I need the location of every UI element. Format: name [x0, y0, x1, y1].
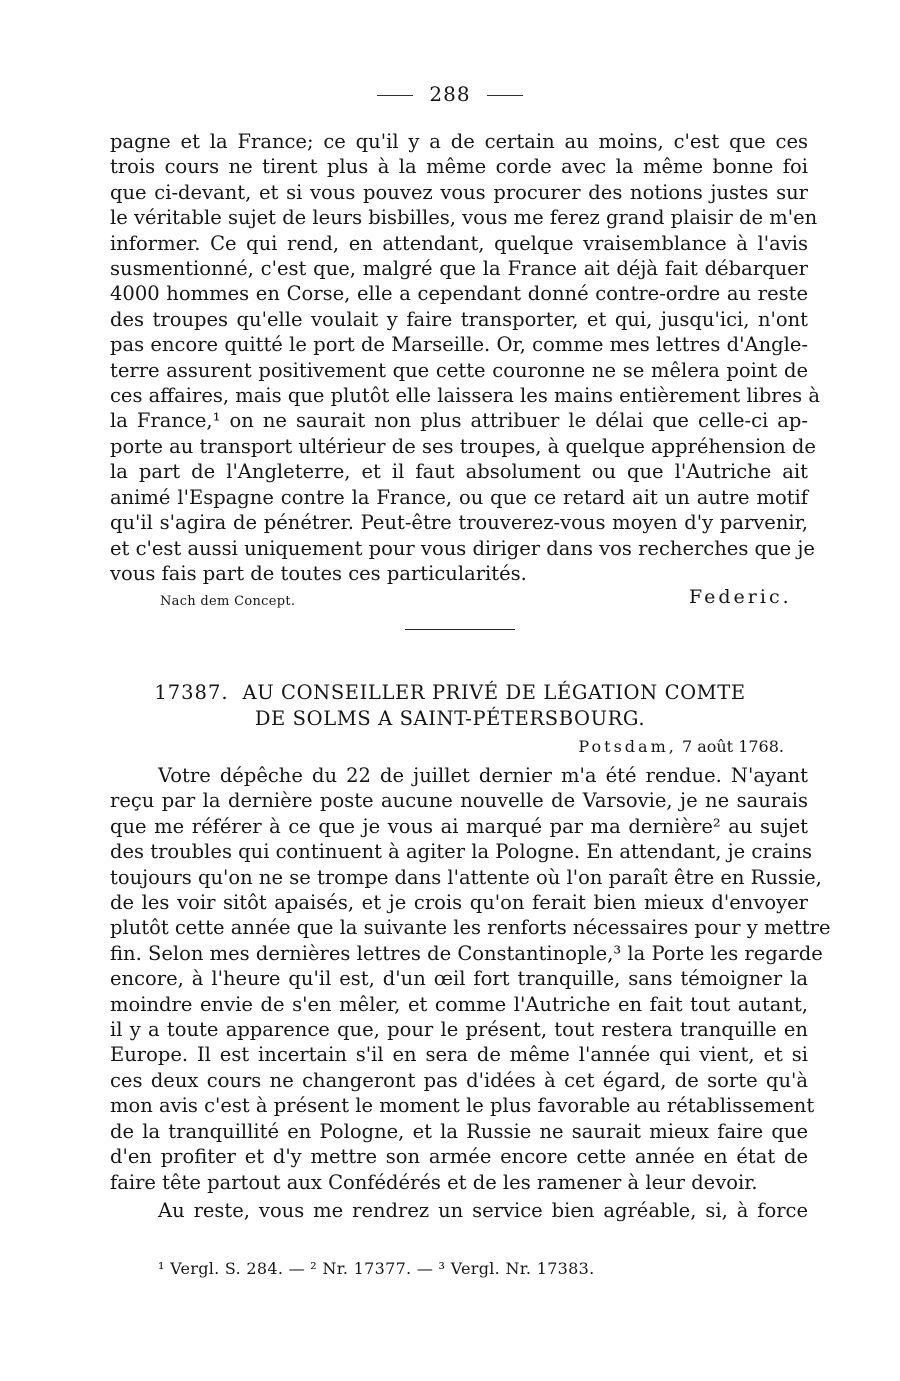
paragraph-continued-letter [110, 129, 820, 586]
page-header [0, 82, 900, 106]
text-line: fin. Selon mes dernières lettres de Constantinople,³ la Porte les regarde [110, 941, 823, 965]
text-line: la part de l'Angleterre, et il faut absolument ou que l'Autriche ait [110, 460, 808, 484]
text-line: plutôt cette année que la suivante les renforts nécessaires pour y mettre [110, 916, 831, 940]
heading-title: AU CONSEILLER PRIVÉ DE LÉGATION COMTE [242, 681, 746, 704]
text-line: de les voir sitôt apaisés, et je crois qu'on ferait bien mieux d'envoyer [110, 891, 808, 915]
section-divider [405, 629, 515, 630]
text-line: d'en profiter et d'y mettre son armée encore cette année en état de [110, 1145, 808, 1169]
text-line: informer. Ce qui rend, en attendant, quelque vraisemblance à l'avis [110, 231, 808, 255]
footnotes: ¹ Vergl. S. 284. — ² Nr. 17377. — ³ Vergl. Nr. 17383. [158, 1259, 595, 1278]
text-line: que ci-devant, et si vous pouvez vous procurer des notions justes sur [110, 180, 808, 204]
text-line: des troubles qui continuent à agiter la Pologne. En attendant, je crains [110, 840, 813, 864]
text-line: que me référer à ce que je vous ai marqué par ma dernière² au sujet [110, 814, 808, 838]
paragraph-letter-body [110, 763, 831, 1195]
text-line: qu'il s'agira de pénétrer. Peut-être trouverez-vous moyen d'y parvenir, [110, 511, 808, 535]
text-line: animé l'Espagne contre la France, ou que ce retard ait un autre motif [110, 485, 808, 509]
text-line: Europe. Il est incertain s'il en sera de même l'année qui vient, et si [110, 1043, 808, 1067]
text-line: susmentionné, c'est que, malgré que la France ait déjà fait débarquer [110, 257, 808, 281]
text-line: et c'est aussi uniquement pour vous diriger dans vos recherches que je [110, 536, 815, 560]
text-line: trois cours ne tirent plus à la même corde avec la même bonne foi [110, 155, 808, 179]
text-line: moindre envie de s'en mêler, et comme l'Autriche en fait tout autant, [110, 992, 808, 1016]
text-line: des troupes qu'elle voulait y faire transporter, et qui, jusqu'ici, n'ont [110, 307, 808, 331]
date-place: Potsdam, [578, 737, 677, 756]
text-line: encore, à l'heure qu'il est, d'un œil fort tranquille, sans témoigner la [110, 967, 808, 991]
text-line: la France,¹ on ne saurait non plus attribuer le délai que celle-ci ap- [110, 409, 808, 433]
text-line: vous fais part de toutes ces particularités. [110, 561, 527, 585]
text-line: faire tête partout aux Confédérés et de les ramener à leur devoir. [110, 1170, 758, 1194]
letter-number: 17387. [154, 681, 229, 704]
text-line: reçu par la dernière poste aucune nouvelle de Varsovie, je ne saurais [110, 789, 808, 813]
text-line: porte au transport ultérieur de ses troupes, à quelque appréhension de [110, 434, 816, 458]
text-line: de la tranquillité en Pologne, et la Russie ne saurait mieux faire que [110, 1119, 808, 1143]
source-note: Nach dem Concept. [160, 594, 296, 609]
text-line: ces deux cours ne changeront pas d'idées à cet égard, de sorte qu'à [110, 1068, 808, 1092]
signature: Federic. [689, 586, 792, 608]
text-line: pas encore quitté le port de Marseille. Or, comme mes lettres d'Angle- [110, 333, 808, 357]
text-line: pagne et la France; ce qu'il y a de certain au moins, c'est que ces [110, 130, 808, 153]
text-line: 4000 hommes en Corse, elle a cependant donné contre-ordre au reste [110, 282, 808, 306]
paragraph-letter-continuation [158, 1198, 808, 1223]
date-text: 7 août 1768. [681, 737, 784, 756]
text-line: terre assurent positivement que cette couronne ne se mêlera point de [110, 358, 808, 382]
letter-heading-line2: DE SOLMS A SAINT-PÉTERSBOURG. [254, 707, 646, 730]
page-number: 288 [429, 82, 471, 106]
letter-heading-line1 [0, 681, 900, 704]
dateline [578, 737, 784, 756]
text-line: Votre dépêche du 22 de juillet dernier m'a été rendue. N'ayant [158, 764, 808, 787]
header-dash-left [377, 95, 413, 96]
text-line: mon avis c'est à présent le moment le plus favorable au rétablissement [110, 1094, 815, 1118]
text-line: ces affaires, mais que plutôt elle laissera les mains entièrement libres à [110, 384, 820, 408]
header-dash-right [487, 95, 523, 96]
text-line: le véritable sujet de leurs bisbilles, vous me ferez grand plaisir de m'en [110, 206, 818, 230]
text-line: toujours qu'on ne se trompe dans l'attente où l'on paraît être en Russie, [110, 865, 822, 889]
text-line: Au reste, vous me rendrez un service bien agréable, si, à force [158, 1199, 808, 1222]
text-line: il y a toute apparence que, pour le présent, tout restera tranquille en [110, 1018, 808, 1042]
